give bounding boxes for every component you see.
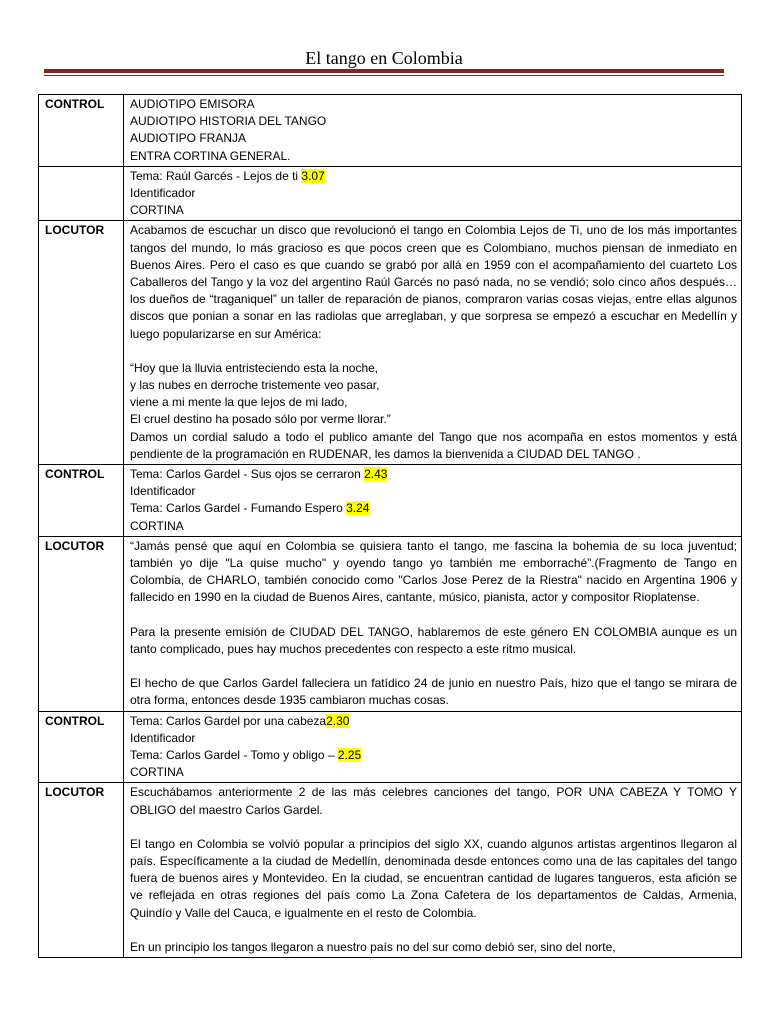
cue-line: CORTINA: [130, 765, 184, 780]
content-cell: [124, 536, 742, 711]
content-cell: [124, 166, 742, 221]
announcer-paragraph: El tango en Colombia se volvió popular a principios del siglo XX, cuando algunos artistas argentinos llegaron al país. Específicamente a la ciudad de Medellín, denominada desde entonces como una de las capitales del tango fuera de buenos aires y Montevideo. En la ciudad, se encuentran cantidad de lugares tangueros, esta afición se ve reflejada en otras regiones del país como La Zona Cafetera de los departamentos de Caldas, Armenia, Quindío y Valle del Cauca, e igualmente en el resto de Colombia.: [130, 836, 737, 920]
tema-line: [130, 747, 737, 764]
tema-title: Tema: Carlos Gardel - Tomo y obligo –: [130, 747, 338, 762]
announcer-paragraph: Para la presente emisión de CIUDAD DEL TANGO, hablaremos de este género EN COLOMBIA aunque es un tanto complicado, pues hay muchos precedentes con respecto a este ritmo musical.: [130, 624, 737, 656]
cue-line: AUDIOTIPO HISTORIA DEL TANGO: [130, 114, 327, 129]
document-title: El tango en Colombia: [305, 48, 463, 68]
tema-title: Tema: Raúl Garcés - Lejos de ti: [130, 168, 299, 183]
tema-line: [130, 713, 737, 730]
cue-line: AUDIOTIPO FRANJA: [130, 131, 247, 146]
role-cell: LOCUTOR: [39, 221, 124, 465]
title-rule-thick: [44, 69, 724, 73]
role-cell: CONTROL: [39, 711, 124, 783]
role-cell: [39, 166, 124, 221]
role-cell: CONTROL: [39, 465, 124, 537]
announcer-paragraph: Acabamos de escuchar un disco que revolucionó el tango en Colombia Lejos de Ti, uno de los más importantes tangos del mundo, lo más gracioso es que pocos creen que es Colombiano, muchos piensan de inmediato en Buenos Aires. Pero el caso es que cuando se grabó por allá en 1959 con el acompañamiento del cuarteto Los Caballeros del Tango y la voz del argentino Raúl Garcés no pasó nada, no se vendió; solo cinco años después… los dueños de “traganiquel” un taller de reparación de pianos, compraron varias cosas viejas, entre ellas algunos discos que ponian a sonar en las radiolas que arreglaban, y que sorpresa se empezó a escuchar en Medellín y luego popularizarse en sur América:: [130, 223, 737, 341]
content-cell: [124, 783, 742, 958]
role-cell: LOCUTOR: [39, 783, 124, 958]
tema-duration: 3.24: [346, 501, 370, 516]
tema-line: [130, 466, 737, 483]
verse-line: y las nubes en derroche tristemente veo pasar,: [130, 378, 380, 393]
cue-line: CORTINA: [130, 518, 184, 533]
announcer-paragraph: Damos un cordial saludo a todo el publico amante del Tango que nos acompaña en estos momentos y está pendiente de la programación en RUDENAR, les damos la bienvenida a CIUDAD DEL TANGO .: [130, 429, 737, 461]
verse-line: “Hoy que la lluvia entristeciendo esta la noche,: [130, 360, 379, 375]
table-row: [39, 711, 742, 783]
verse-line: viene a mi mente la que lejos de mi lado,: [130, 395, 348, 410]
tema-duration: 3.07: [301, 168, 325, 183]
content-cell: [124, 95, 742, 167]
announcer-paragraph: Escuchábamos anteriormente 2 de las más celebres canciones del tango, POR UNA CABEZA Y TOMO Y OBLIGO del maestro Carlos Gardel.: [130, 785, 737, 817]
content-cell: [124, 221, 742, 465]
announcer-paragraph: En un principio los tangos llegaron a nuestro país no del sur como debió ser, sino del norte,: [130, 939, 616, 954]
radio-script-table: [38, 94, 742, 958]
table-row: [39, 465, 742, 537]
role-cell: LOCUTOR: [39, 536, 124, 711]
table-row: [39, 536, 742, 711]
tema-line: [130, 500, 737, 517]
title-rule-thin: [44, 75, 724, 76]
tema-title: Tema: Carlos Gardel por una cabeza: [130, 713, 327, 728]
cue-line: AUDIOTIPO EMISORA: [130, 97, 255, 111]
tema-title: Tema: Carlos Gardel - Sus ojos se cerraron: [130, 467, 365, 482]
content-cell: [124, 711, 742, 783]
tema-duration: 2.25: [337, 747, 362, 762]
table-row: [39, 221, 742, 465]
cue-line: ENTRA CORTINA GENERAL.: [130, 148, 291, 163]
cue-line: Identificador: [130, 730, 196, 745]
tema-line: [130, 168, 737, 185]
tema-duration: 2.30: [326, 713, 350, 728]
cue-line: CORTINA: [130, 203, 184, 218]
table-row: [39, 783, 742, 958]
announcer-paragraph: El hecho de que Carlos Gardel falleciera un fatídico 24 de junio en nuestro País, hizo que el tango se mirara de otra forma, entonces desde 1935 cambiaron muchas cosas.: [130, 676, 737, 708]
content-cell: [124, 465, 742, 537]
role-cell: CONTROL: [39, 95, 124, 167]
cue-line: Identificador: [130, 484, 196, 499]
tema-title: Tema: Carlos Gardel - Fumando Espero: [130, 501, 347, 516]
announcer-paragraph: “Jamás pensé que aquí en Colombia se quisiera tanto el tango, me fascina la bohemia de su loca juventud; también yo dije "La quise mucho" y oyendo tango yo también me emborraché”.(Fragmento de Tango en Colombia, de CHARLO, también conocido como "Carlos Jose Perez de la Riestra" nacido en Argentina 1906 y fallecido en 1990 en la ciudad de Buenos Aires, cantante, músico, pianista, actor y compositor Rioplatense.: [130, 538, 737, 605]
table-row: [39, 166, 742, 221]
table-row: [39, 95, 742, 167]
cue-line: Identificador: [130, 186, 196, 201]
tema-duration: 2.43: [364, 467, 388, 482]
verse-line: El cruel destino ha posado sólo por verme llorar.”: [130, 412, 391, 427]
